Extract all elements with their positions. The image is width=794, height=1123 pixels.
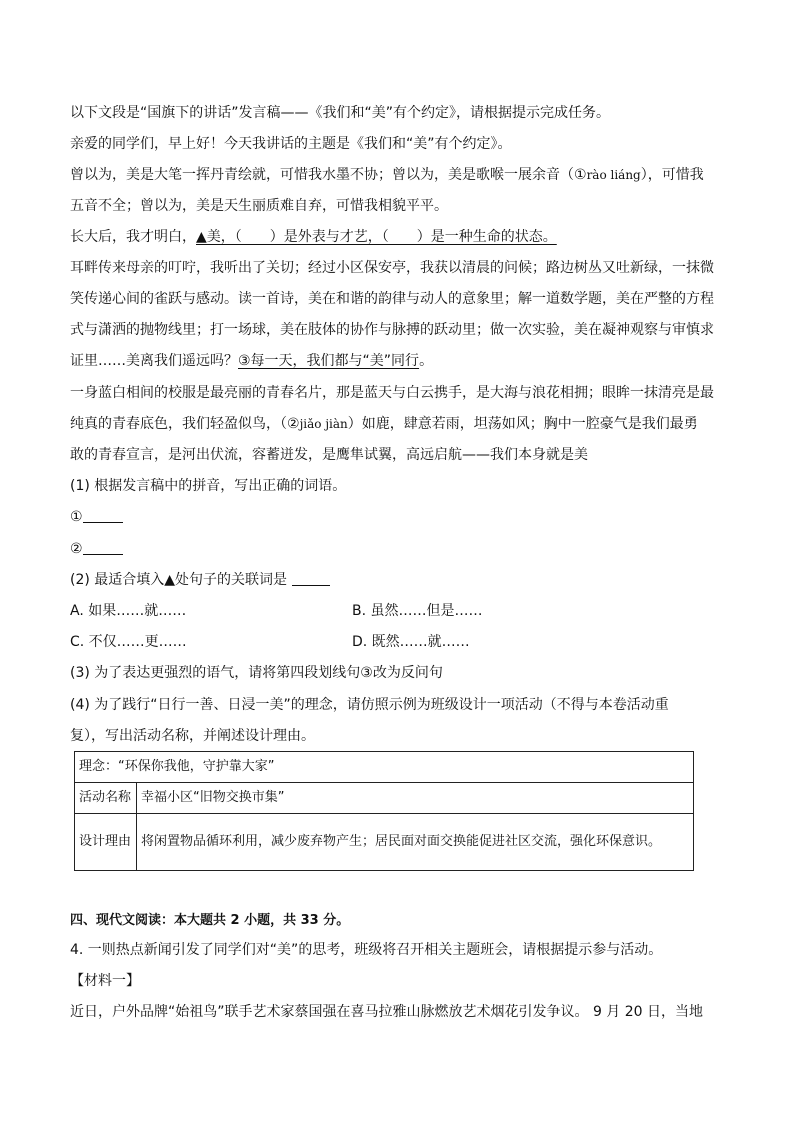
pinyin: jiǎo jiàn [299, 417, 348, 431]
answer-blank[interactable] [292, 571, 330, 586]
activity-table [74, 751, 694, 871]
option-c[interactable]: C. 不仅……更…… [70, 634, 187, 650]
text: ）如鹿，肆意若雨，坦荡如风；胸中一腔豪气是我们最勇 [347, 416, 698, 432]
text: (2) 最适合填入▲处句子的关联词是 [70, 572, 288, 588]
speech-paragraph-5-line-1: 一身蓝白相间的校服是最亮丽的青春名片，那是蓝天与白云携手，是大海与浪花相拥；眼眸一抹清亮是最 [70, 385, 714, 401]
answer-blank[interactable] [83, 508, 123, 523]
speech-paragraph-4-line-4 [70, 352, 730, 370]
question-2 [70, 571, 730, 589]
speech-paragraph-2-line-1 [70, 166, 730, 184]
underlined-sentence: ▲美，（ ）是外表与才艺，（ ）是一种生命的状态。 [196, 229, 557, 245]
label: ① [70, 509, 83, 525]
option-b[interactable]: B. 虽然……但是…… [352, 603, 483, 619]
option-a[interactable]: A. 如果……就…… [70, 603, 187, 619]
text: ），可惜我 [640, 167, 704, 183]
speech-paragraph-4-line-1: 耳畔传来母亲的叮咛，我听出了关切；经过小区保安亭，我获以清晨的问候；路边树丛又吐新绿，一抹微 [70, 260, 714, 276]
label: ② [70, 541, 83, 557]
answer-blank[interactable] [83, 540, 123, 555]
text: 纯真的青春底色，我们轻盈似鸟，（② [70, 416, 300, 432]
activity-name-value: 幸福小区“旧物交换市集” [137, 783, 694, 814]
section-heading: 四、现代文阅读：本大题共 2 小题，共 33 分。 [70, 913, 350, 928]
speech-paragraph-5-line-2 [70, 415, 730, 433]
speech-paragraph-4-line-2: 笑传递心间的雀跃与感动。读一首诗，美在和谐的韵律与动人的意象里；解一道数学题，美在严整的方程 [70, 291, 714, 307]
question-4-line-2: 复），写出活动名称，并阐述设计理由。 [70, 728, 315, 744]
speech-paragraph-3 [70, 228, 730, 246]
speech-paragraph-5-line-3: 敢的青春宣言，是河出伏流，容蓄迸发，是鹰隼试翼，高远启航——我们本身就是美 [70, 447, 588, 463]
activity-name-label: 活动名称 [75, 783, 137, 814]
material-1-heading: 【材料一】 [70, 973, 140, 989]
speech-greeting: 亲爱的同学们，早上好！今天我讲话的主题是《我们和“美”有个约定》。 [70, 136, 512, 152]
text: 长大后，我才明白， [70, 229, 196, 245]
text: 。 [419, 353, 434, 369]
material-1-text: 近日，户外品牌“始祖鸟”联手艺术家蔡国强在喜马拉雅山脉燃放艺术烟花引发争议。 9 月 20 日，当地 [70, 1004, 704, 1020]
question-1: (1) 根据发言稿中的拼音，写出正确的词语。 [70, 478, 347, 494]
question-1-answer-a [70, 508, 730, 526]
question-1-answer-b [70, 540, 730, 558]
table-row [75, 752, 694, 783]
text: 曾以为，美是大笔一挥丹青绘就，可惜我水墨不协；曾以为，美是歌喉一展余音（① [70, 167, 587, 183]
option-d[interactable]: D. 既然……就…… [352, 634, 470, 650]
question-4-line-1: (4) 为了践行“日行一善、日浸一美”的理念，请仿照示例为班级设计一项活动（不得与本卷活动重 [70, 697, 669, 713]
table-row [75, 814, 694, 871]
text: 证里……美离我们遥远吗？ [70, 353, 238, 369]
speech-paragraph-4-line-3: 式与潇洒的抛物线里；打一场球，美在肢体的协作与脉搏的跃动里；做一次实验，美在凝神观察与审慎求 [70, 322, 714, 338]
underlined-sentence-3: ③每一天，我们都与“美”同行 [238, 353, 420, 369]
intro-text: 以下文段是“国旗下的讲话”发言稿——《我们和“美”有个约定》，请根据提示完成任务。 [70, 105, 611, 121]
speech-paragraph-2-line-2: 五音不全；曾以为，美是天生丽质难自弃，可惜我相貌平平。 [70, 198, 448, 214]
pinyin: rào liáng [586, 168, 641, 182]
concept-cell: 理念：“环保你我他，守护靠大家” [75, 752, 694, 783]
design-reason-label: 设计理由 [75, 814, 137, 871]
design-reason-value: 将闲置物品循环利用，减少废弃物产生；居民面对面交换能促进社区交流，强化环保意识。 [137, 814, 694, 871]
question-3: (3) 为了表达更强烈的语气，请将第四段划线句③改为反问句 [70, 665, 443, 681]
table-row [75, 783, 694, 814]
question-4-intro: 4. 一则热点新闻引发了同学们对“美”的思考，班级将召开相关主题班会，请根据提示参与活动。 [70, 942, 663, 958]
